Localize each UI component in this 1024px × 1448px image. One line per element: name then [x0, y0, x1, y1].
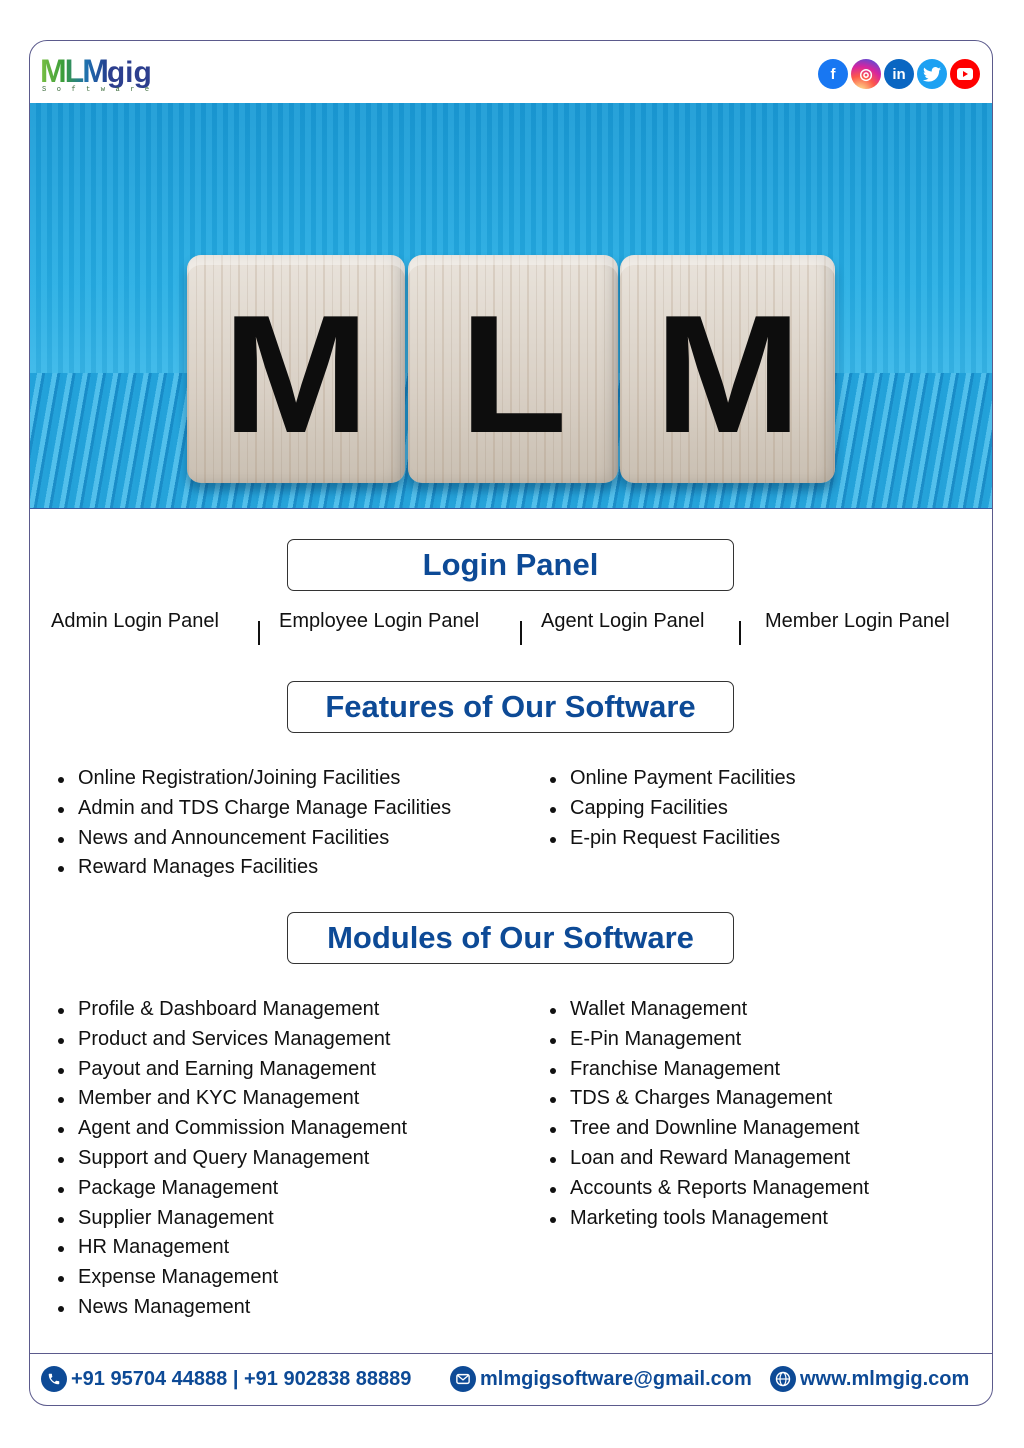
modules-title: Modules of Our Software	[287, 912, 734, 964]
email-address: mlmgigsoftware@gmail.com	[480, 1367, 752, 1390]
letter-block: M	[187, 255, 405, 483]
list-item: Agent and Commission Management	[30, 1114, 407, 1144]
list-item: Reward Manages Facilities	[30, 853, 451, 883]
email-icon	[450, 1366, 476, 1392]
website-url: www.mlmgig.com	[800, 1367, 970, 1390]
list-item: News and Announcement Facilities	[30, 824, 451, 854]
list-item: TDS & Charges Management	[522, 1084, 869, 1114]
twitter-icon[interactable]	[917, 59, 947, 89]
instagram-icon[interactable]: ◎	[851, 59, 881, 89]
email-contact[interactable]	[450, 1366, 752, 1392]
login-panel-title: Login Panel	[287, 539, 734, 591]
website-link[interactable]	[770, 1366, 969, 1392]
mlmgig-logo[interactable]	[40, 51, 180, 97]
list-item: HR Management	[30, 1233, 407, 1263]
divider	[739, 621, 741, 645]
youtube-play-icon	[957, 68, 973, 80]
flyer-frame	[29, 40, 993, 1406]
list-item: Support and Query Management	[30, 1144, 407, 1174]
globe-icon	[770, 1366, 796, 1392]
list-item: News Management	[30, 1293, 407, 1323]
list-item: Admin and TDS Charge Manage Facilities	[30, 794, 451, 824]
phone-numbers: +91 95704 44888 | +91 902838 88889	[71, 1367, 412, 1390]
features-title: Features of Our Software	[287, 681, 734, 733]
list-item: Package Management	[30, 1174, 407, 1204]
social-links	[818, 59, 980, 89]
divider	[258, 621, 260, 645]
youtube-icon[interactable]	[950, 59, 980, 89]
features-list-left	[30, 764, 451, 883]
member-login-link[interactable]: Member Login Panel	[765, 609, 950, 632]
employee-login-link[interactable]: Employee Login Panel	[279, 609, 480, 632]
list-item: Online Registration/Joining Facilities	[30, 764, 451, 794]
list-item: Supplier Management	[30, 1204, 407, 1234]
divider	[520, 621, 522, 645]
letter-block: M	[620, 255, 835, 483]
admin-login-link[interactable]: Admin Login Panel	[51, 609, 219, 632]
list-item: Online Payment Facilities	[522, 764, 796, 794]
logo-text-gig: gig	[106, 56, 152, 89]
linkedin-icon[interactable]: in	[884, 59, 914, 89]
list-item: Payout and Earning Management	[30, 1055, 407, 1085]
list-item: Product and Services Management	[30, 1025, 407, 1055]
list-item: Accounts & Reports Management	[522, 1174, 869, 1204]
modules-list-right	[522, 995, 869, 1233]
phone-contact[interactable]	[41, 1366, 411, 1392]
hero-image	[30, 103, 992, 509]
modules-list-left	[30, 995, 407, 1323]
list-item: Profile & Dashboard Management	[30, 995, 407, 1025]
list-item: Franchise Management	[522, 1055, 869, 1085]
twitter-bird-icon	[923, 67, 941, 82]
list-item: E-Pin Management	[522, 1025, 869, 1055]
phone-icon	[41, 1366, 67, 1392]
letter-block: L	[408, 255, 618, 483]
features-list-right	[522, 764, 796, 853]
list-item: Expense Management	[30, 1263, 407, 1293]
agent-login-link[interactable]: Agent Login Panel	[541, 609, 705, 632]
list-item: Marketing tools Management	[522, 1204, 869, 1234]
list-item: E-pin Request Facilities	[522, 824, 796, 854]
logo-text-mlm: MLM	[40, 53, 107, 89]
list-item: Tree and Downline Management	[522, 1114, 869, 1144]
list-item: Wallet Management	[522, 995, 869, 1025]
list-item: Member and KYC Management	[30, 1084, 407, 1114]
facebook-icon[interactable]: f	[818, 59, 848, 89]
list-item: Capping Facilities	[522, 794, 796, 824]
logo-subtitle: Software	[42, 86, 160, 94]
list-item: Loan and Reward Management	[522, 1144, 869, 1174]
contact-footer	[30, 1353, 992, 1406]
header	[30, 41, 992, 103]
